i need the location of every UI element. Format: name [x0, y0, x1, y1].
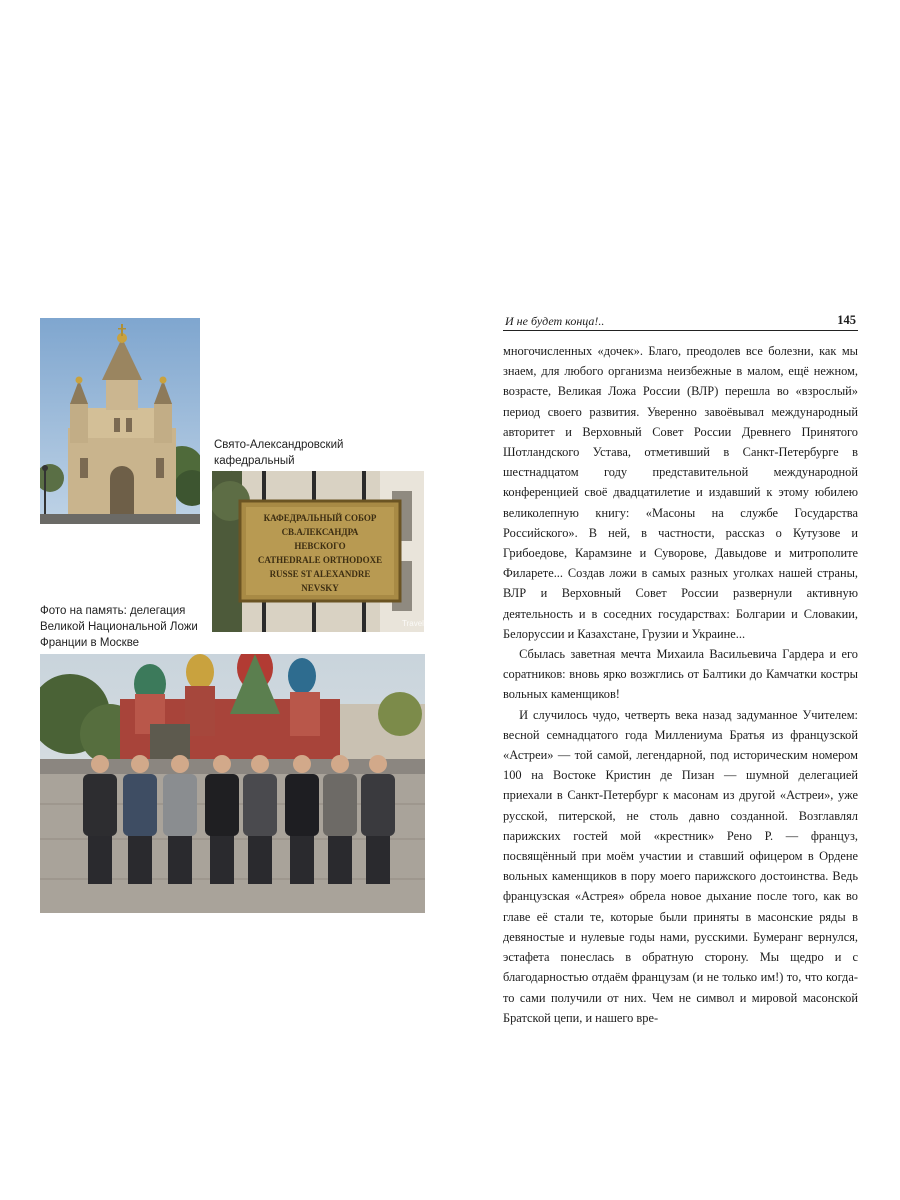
person-figure [83, 755, 117, 884]
person-figure [361, 755, 395, 884]
person-figure [243, 755, 277, 884]
cathedral-caption: Свято-Александровский кафедральный [214, 439, 344, 467]
body-text [503, 341, 858, 1028]
plaque-text-line: NEVSKY [301, 583, 339, 593]
paragraph: И случилось чудо, четверть века назад задуманное Учителем: весной семнадцатого года Миллениума Братья из французской «Астреи» — той самой, легендарной, под историческим номером 100 на Востоке Кристин де Пизан — шумной делегацией приехали в Санкт-Петербург к масонам из другой «Астреи», уже русской, питерской, не столь давно созданной. Возглавлял парижских гостей мой «крестник» Рено Р. — француз, посвящённый при моём участии и ставший офицером в Ордене вольных каменщиков в пору моего парижского достоинства. Ведь французская «Астрея» обрела новое дыхание после того, как во главе её стали те, которые были приняты в масонские ряды в девяностые и нулевые годы нами, русскими. Бумеранг вернулся, эстафета понеслась в обратную сторону. Мы щедро и с благодарностью отдаём французам (и не только им!) то, что когда-то сами получили от них. Чем не символ и мировой масонской Братской цепи, и нашего вре- [503, 707, 858, 1025]
plaque-text-line: СВ.АЛЕКСАНДРА [281, 527, 359, 537]
person-figure [323, 755, 357, 884]
paragraph: многочисленных «дочек». Благо, преодолев все болезни, как мы знаем, для любого организма неизбежные в малом, ещё нежном, возрасте, Великая Ложа России (ВЛР) перешла во «взрослый» период своего развития. Уверенно завоёвывал международный авторитет и Верховный Совет России Древнего Принятого Шотландского Устава, отметивший в Санкт-Петербурге в шестнадцатом году представительной международной конференцией своё двадцатилетие и издавший к этому юбилею великолепную книгу: «Масоны на службе Государства Российского». В ней, в частности, рассказ о Кутузове и Грибоедове, Карамзине и Суворове, Давыдове и митрополите Филарете... Создав ложи в самых разных уголках нашей страны, ВЛР и Верховный Совет России развернули активную деятельность и в соседних государствах: Болгарии и Словакии, Белоруссии и Казахстане, Грузии и Украине... [503, 344, 858, 641]
running-title: И не будет конца!.. [505, 314, 605, 328]
person-figure [163, 755, 197, 884]
paragraph: Сбылась заветная мечта Михаила Васильевича Гардера и его соратников: вновь ярко возжглись от Балтики до Камчатки костры вольных каменщиков! [503, 647, 858, 702]
person-figure [285, 755, 319, 884]
page-number: 145 [837, 313, 856, 327]
cathedral-photo [40, 318, 200, 524]
plaque-text-line: RUSSE ST ALEXANDRE [269, 569, 371, 579]
person-figure [123, 755, 157, 884]
group-photo [40, 654, 425, 913]
plaque-photo [212, 471, 424, 632]
watermark-text: Travel [402, 619, 424, 628]
plaque-text-line: НЕВСКОГО [294, 541, 346, 551]
person-figure [205, 755, 239, 884]
group-caption: Фото на память: делегация Великой Национальной Ложи Франции в Москве [40, 605, 198, 649]
plaque-text-line: CATHEDRALE ORTHODOXE [257, 555, 383, 565]
running-header [503, 312, 858, 331]
plaque-text-line: КАФЕДРАЛЬНЫЙ СОБОР [263, 513, 377, 523]
